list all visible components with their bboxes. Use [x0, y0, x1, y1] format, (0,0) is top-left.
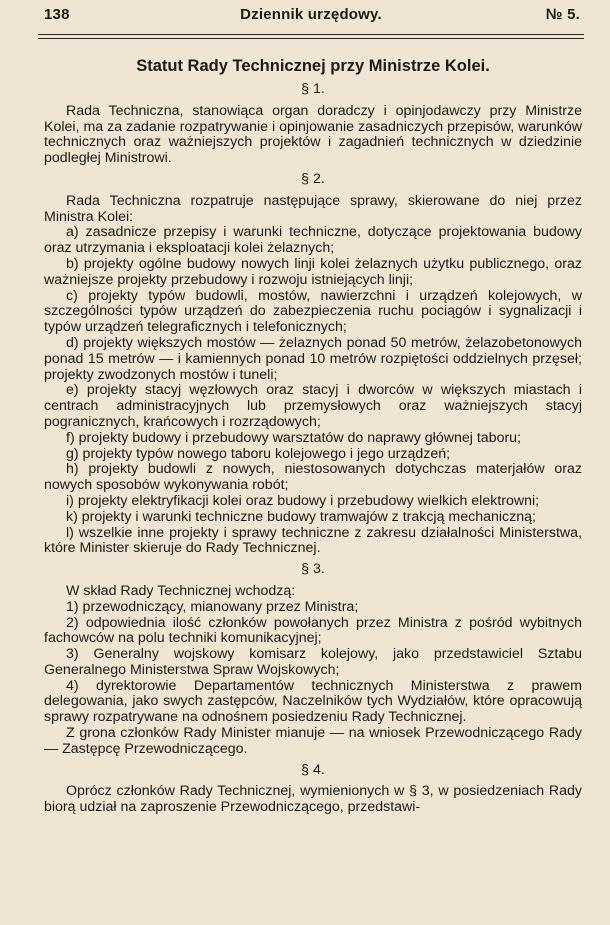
- section-heading: § 3.: [301, 561, 325, 578]
- list-item: 1) przewodniczący, mianowany przez Ministra;: [66, 598, 359, 615]
- list-item: h) projekty budowli z nowych, niestosowanych dotychczas materjałów oraz nowych sposobów wykonywania robót;: [44, 461, 582, 494]
- section-heading: § 2.: [301, 170, 325, 187]
- paragraph: Rada Techniczna rozpatruje następujące sprawy, skierowane do niej przez Ministra Kolei:: [44, 192, 582, 225]
- section-1: [44, 82, 582, 167]
- journal-title: Dziennik urzędowy.: [240, 6, 382, 23]
- paragraph: Oprócz członków Rady Technicznej, wymienionych w § 3, w posiedzeniach Rady biorą udział na zaproszenie Przewodniczącego, przedstawi-: [44, 783, 582, 816]
- paragraph: W skład Rady Technicznej wchodzą:: [66, 582, 296, 599]
- page-number: 138: [44, 6, 70, 23]
- list-item: 3) Generalny wojskowy komisarz kolejowy, jako przedstawiciel Sztabu Generalnego Ministerstwa Spraw Wojskowych;: [44, 646, 582, 678]
- list-item: k) projekty i warunki techniczne budowy tramwajów z trakcją mechaniczną;: [66, 508, 536, 525]
- list-item: g) projekty typów nowego taboru kolejowego i jego urządzeń;: [66, 445, 451, 462]
- paragraph: Rada Techniczna, stanowiąca organ doradczy i opinjodawczy przy Ministrze Kolei, ma za zadanie rozpatrywanie i opinjowanie zasadniczych przepisów, warunków technicznych oraz ważniejszych projektów i zagadnień technicznych w dziedzinie podległej Ministrowi.: [44, 102, 582, 167]
- list-item: a) zasadnicze przepisy i warunki techniczne, dotyczące projektowania budowy oraz utrzymania i eksploatacji kolei żelaznych;: [44, 224, 582, 257]
- list-item: 2) odpowiednia ilość członków powołanych przez Ministra z pośród wybitnych fachowców na polu techniki komunikacyjnej;: [44, 614, 582, 647]
- list-item: b) projekty ogólne budowy nowych linji kolei żelaznych użytku publicznego, oraz ważniejsze projekty przebudowy i rozwoju istniejących linji;: [44, 255, 582, 288]
- list-item: f) projekty budowy i przebudowy warsztatów do naprawy głównej taboru;: [66, 429, 522, 446]
- section-heading: § 1.: [301, 81, 325, 97]
- issue-number: № 5.: [545, 6, 580, 23]
- list-item: c) projekty typów budowli, mostów, nawierzchni i urządzeń kolejowych, w szczególności typów urządzeń do zabezpieczenia ruchu pociągów i sygnalizacji i typów urządzeń telegraficznych i telefonicznych;: [44, 287, 582, 336]
- list-item: l) wszelkie inne projekty i sprawy techniczne z zakresu działalności Ministerstwa, które Minister skieruje do Rady Technicznej.: [44, 524, 582, 557]
- list-item: d) projekty większych mostów — żelaznych ponad 50 metrów, żelazobetonowych ponad 15 metrów — i kamiennych ponad 10 metrów rozpiętości oddzielnych przęseł; projekty zwodzonych mostów i tuneli;: [44, 334, 582, 383]
- list-item: 4) dyrektorowie Departamentów technicznych Ministerstwa z prawem delegowania, jako swych zastępców, Naczelników tych Wydziałów, które opracowują sprawy rozpatrywane na odnośnem posiedzeniu Rady Technicznej.: [44, 677, 582, 726]
- page-header: [40, 4, 582, 26]
- list-item: i) projekty elektryfikacji kolei oraz budowy i przebudowy wielkich elektrowni;: [66, 492, 540, 509]
- document-title: Statut Rady Technicznej przy Ministrze Kolei.: [136, 57, 490, 75]
- document-body: [44, 56, 582, 816]
- paragraph: Z grona członków Rady Minister mianuje — na wniosek Przewodniczącego Rady — Zastępcę Przewodniczącego.: [44, 725, 582, 757]
- section-2: [44, 172, 582, 557]
- list-item: e) projekty stacyj węzłowych oraz stacyj i dworców w większych miastach i centrach administracyjnych lub przemysłowych oraz ważniejszych stacyj pogranicznych, krańcowych i rozrządowych;: [44, 382, 582, 430]
- header-rule-top: [38, 34, 584, 35]
- section-heading: § 4.: [301, 761, 325, 778]
- header-rule-bottom: [38, 38, 584, 39]
- section-3: [44, 562, 582, 758]
- section-4: [44, 763, 582, 816]
